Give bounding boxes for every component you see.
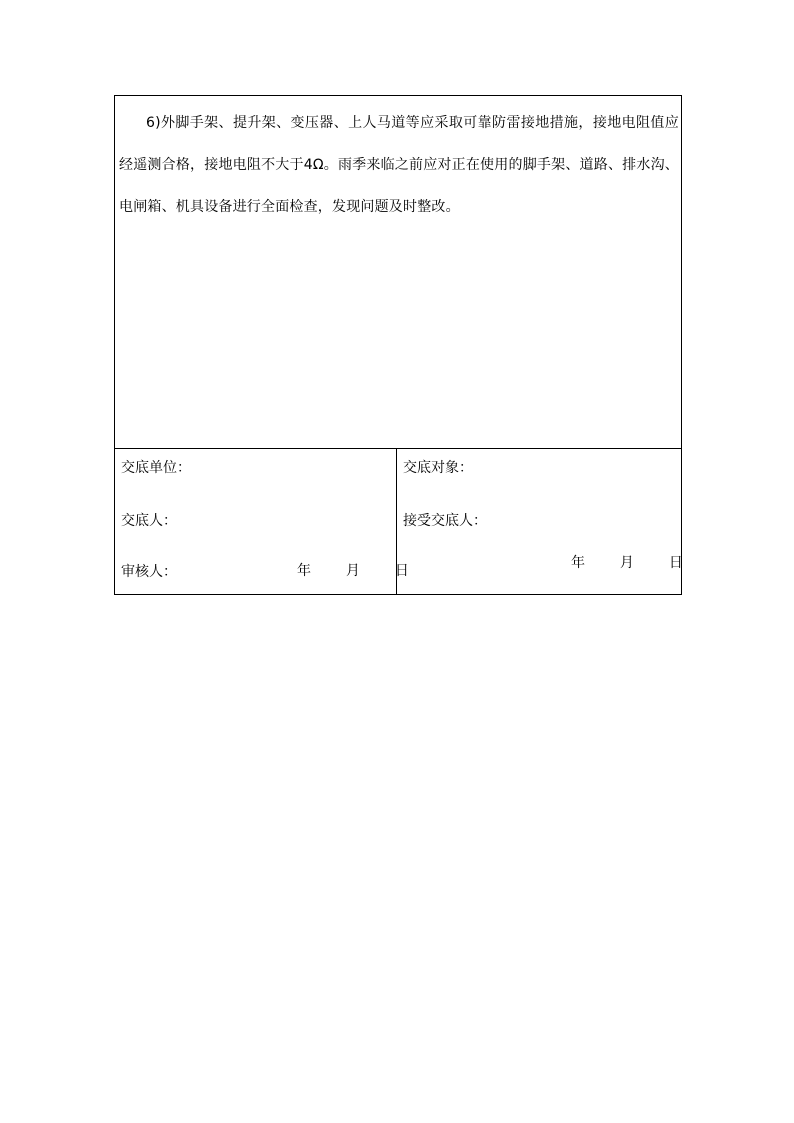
safety-measures-paragraph: 6)外脚手架、提升架、变压器、上人马道等应采取可靠防雷接地措施，接地电阻值应经遥测合格，接地电阻不大于4Ω。雨季来临之前应对正在使用的脚手架、道路、排水沟、电闸箱、机具设备进行全面检查，发现问题及时整改。 <box>119 115 679 215</box>
discloser-sign-cell <box>115 449 409 594</box>
receiver-label: 接受交底人： <box>403 513 487 529</box>
receiver-date <box>571 554 683 572</box>
receiver-sign-cell <box>394 449 683 594</box>
year-label: 年 <box>571 555 585 571</box>
month-label: 月 <box>619 555 634 571</box>
year-label: 年 <box>297 563 311 579</box>
day-label: 日 <box>394 563 409 579</box>
disclosure-target-label: 交底对象： <box>403 460 473 476</box>
content-cell <box>115 96 681 449</box>
reviewer-label: 审核人： <box>121 564 177 580</box>
disclosure-unit-label: 交底单位： <box>121 460 191 476</box>
month-label: 月 <box>345 563 360 579</box>
discloser-label: 交底人： <box>121 513 177 529</box>
discloser-date <box>297 562 409 580</box>
disclosure-form-table <box>114 95 682 595</box>
day-label: 日 <box>668 555 683 571</box>
